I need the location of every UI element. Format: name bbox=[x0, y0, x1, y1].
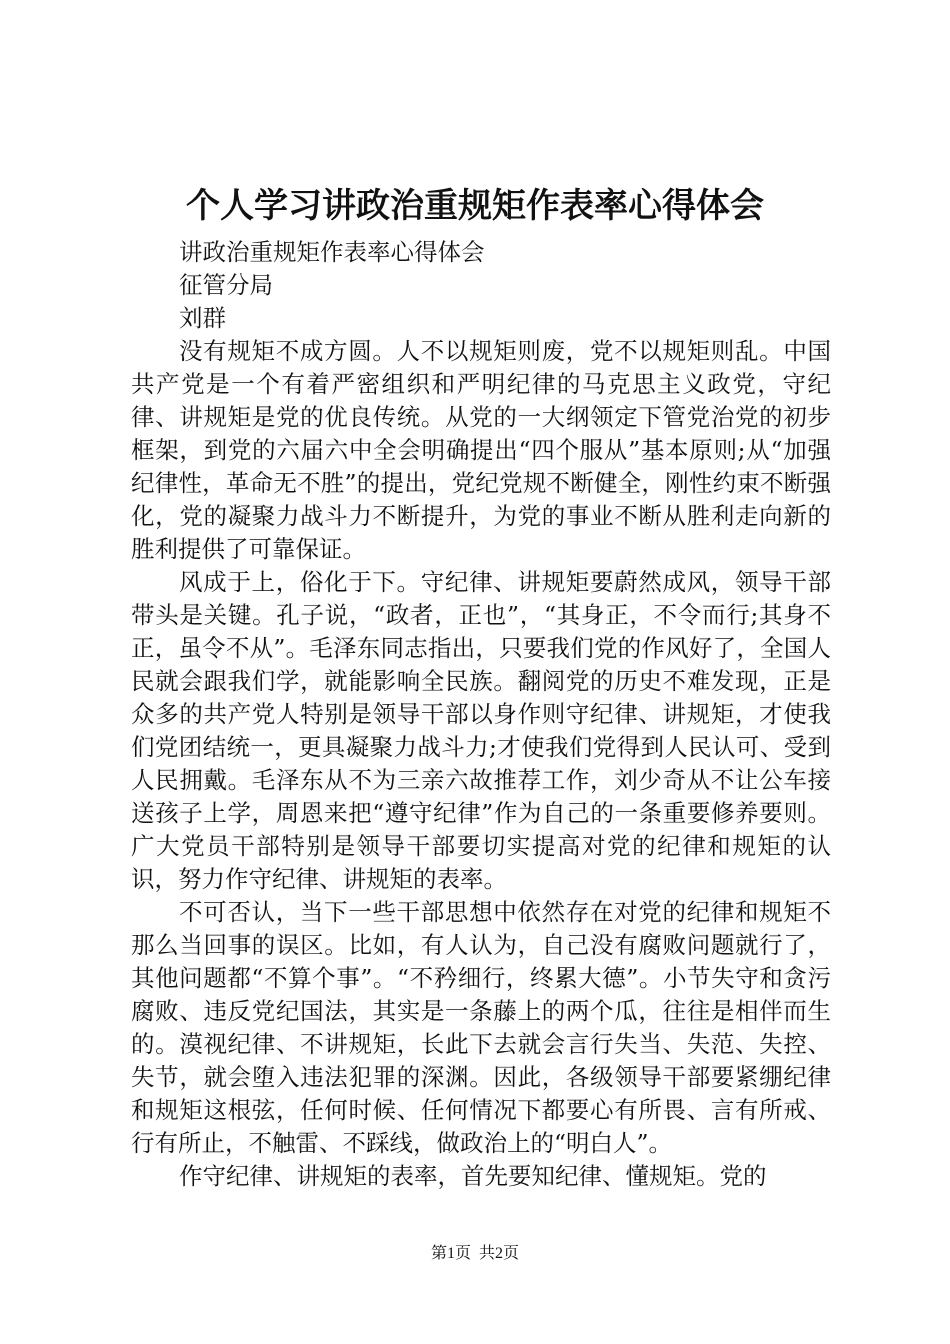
paragraph: 风成于上，俗化于下。守纪律、讲规矩要蔚然成风，领导干部带头是关键。孔子说，“政者，正也”，“其身正，不令而行;其身不正，虽令不从”。毛泽东同志指出，只要我们党的作风好了，全国人民就会跟我们学，就能影响全民族。翻阅党的历史不难发现，正是众多的共产党人特别是领导干部以身作则守纪律、讲规矩，才使我们党团结统一，更具凝聚力战斗力;才使我们党得到人民认可、受到人民拥戴。毛泽东从不为三亲六故推荐工作，刘少奇从不让公车接送孩子上学，周恩来把“遵守纪律”作为自己的一条重要修养要则。广大党员干部特别是领导干部要切实提高对党的纪律和规矩的认识，努力作守纪律、讲规矩的表率。 bbox=[131, 568, 831, 893]
page-footer bbox=[0, 1243, 950, 1265]
paragraph: 没有规矩不成方圆。人不以规矩则废，党不以规矩则乱。中国共产党是一个有着严密组织和严明纪律的马克思主义政党，守纪律、讲规矩是党的优良传统。从党的一大纲领定下管党治党的初步框架，到党的六届六中全会明确提出“四个服从”基本原则;从“加强纪律性，革命无不胜”的提出，党纪党规不断健全，刚性约束不断强化，党的凝聚力战斗力不断提升，为党的事业不断从胜利走向新的胜利提供了可靠保证。 bbox=[131, 337, 831, 563]
paragraph: 不可否认，当下一些干部思想中依然存在对党的纪律和规矩不那么当回事的误区。比如，有人认为，自己没有腐败问题就行了，其他问题都“不算个事”。“不矜细行，终累大德”。小节失守和贪污腐败、违反党纪国法，其实是一条藤上的两个瓜，往往是相伴而生的。漠视纪律、不讲规矩，长此下去就会言行失当、失范、失控、失节，就会堕入违法犯罪的深渊。因此，各级领导干部要紧绷纪律和规矩这根弦，任何时候、任何情况下都要心有所畏、言有所戒、行有所止，不触雷、不踩线，做政治上的“明白人”。 bbox=[131, 898, 831, 1157]
document-title: 个人学习讲政治重规矩作表率心得体会 bbox=[186, 186, 764, 226]
document-subtitle: 讲政治重规矩作表率心得体会 bbox=[179, 238, 485, 266]
paragraph: 作守纪律、讲规矩的表率，首先要知纪律、懂规矩。党的 bbox=[179, 1162, 767, 1190]
document-department: 征管分局 bbox=[179, 271, 273, 299]
document-author: 刘群 bbox=[179, 304, 226, 332]
document-body bbox=[131, 236, 831, 1193]
page-number-label: 第1页 共2页 bbox=[430, 1245, 519, 1262]
